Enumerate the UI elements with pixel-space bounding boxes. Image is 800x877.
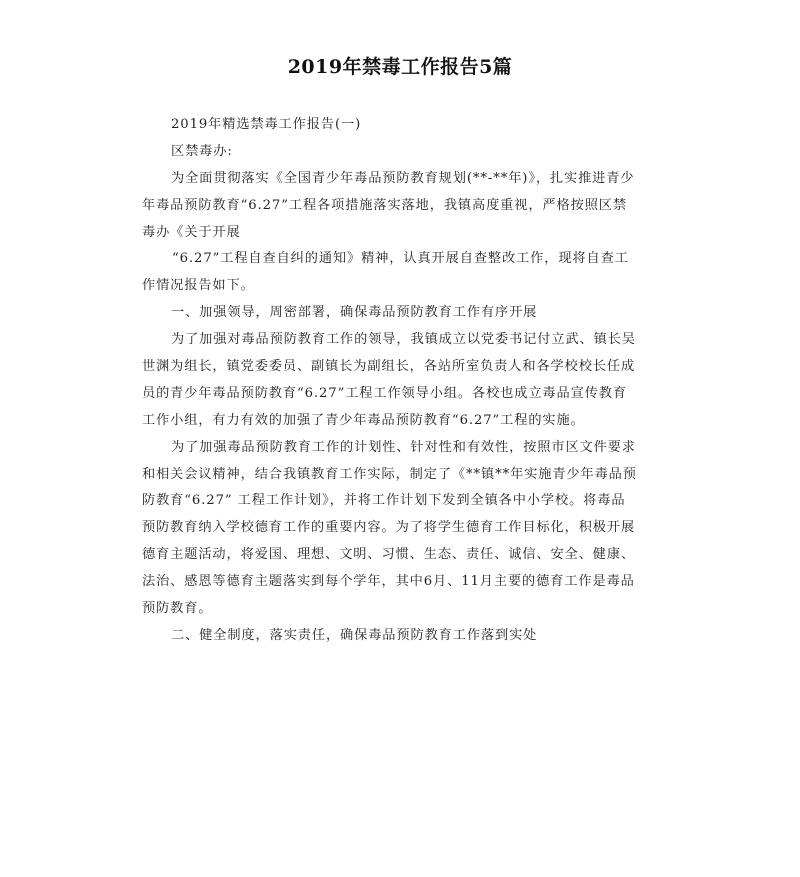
section-heading: 一、加强领导，周密部署，确保毒品预防教育工作有序开展 — [171, 305, 538, 321]
paragraph-line: 作情况报告如下。 — [142, 278, 255, 294]
salutation: 区禁毒办: — [171, 143, 233, 159]
paragraph-line: 员的青少年毒品预防教育“6.27”工程工作领导小组。各校也成立毒品宣传教育 — [142, 385, 627, 401]
paragraph-line: 年毒品预防教育“6.27”工程各项措施落实落地，我镇高度重视，严格按照区禁 — [142, 197, 627, 213]
paragraph-line: 德育主题活动，将爱国、理想、文明、习惯、生态、责任、诚信、安全、健康、 — [142, 547, 636, 563]
paragraph-line: 工作小组，有力有效的加强了青少年毒品预防教育“6.27”工程的实施。 — [142, 412, 585, 428]
document-title: 2019年禁毒工作报告5篇 — [287, 56, 513, 78]
paragraph-line: 为全面贯彻落实《全国青少年毒品预防教育规划(**-**年)》，扎实推进青少 — [171, 170, 635, 186]
paragraph-line: 毒办《关于开展 — [142, 224, 241, 240]
paragraph-line: 预防教育。 — [142, 601, 213, 617]
paragraph-line: “6.27”工程自查自纠的通知》精神，认真开展自查整改工作，现将自查工 — [172, 251, 629, 267]
paragraph-line: 预防教育纳入学校德育工作的重要内容。为了将学生德育工作目标化，积极开展 — [142, 520, 636, 536]
paragraph-line: 和相关会议精神，结合我镇教育工作实际，制定了《**镇**年实施青少年毒品预 — [142, 466, 637, 482]
paragraph-line: 法治、感恩等德育主题落实到每个学年，其中6月、11月主要的德育工作是毒品 — [142, 574, 635, 590]
paragraph-line: 为了加强对毒品预防教育工作的领导，我镇成立以党委书记付立武、镇长吴 — [171, 332, 636, 348]
paragraph-line: 防教育“6.27” 工程工作计划》，并将工作计划下发到全镇各中小学校。将毒品 — [142, 493, 626, 509]
paragraph-line: 世渊为组长，镇党委委员、副镇长为副组长，各站所室负责人和各学校校长任成 — [142, 359, 636, 375]
report-heading: 2019年精选禁毒工作报告(一) — [171, 117, 362, 132]
paragraph-line: 为了加强毒品预防教育工作的计划性、针对性和有效性，按照市区文件要求 — [171, 439, 636, 455]
section-heading: 二、健全制度，落实责任，确保毒品预防教育工作落到实处 — [171, 627, 538, 643]
document-body — [142, 112, 654, 650]
